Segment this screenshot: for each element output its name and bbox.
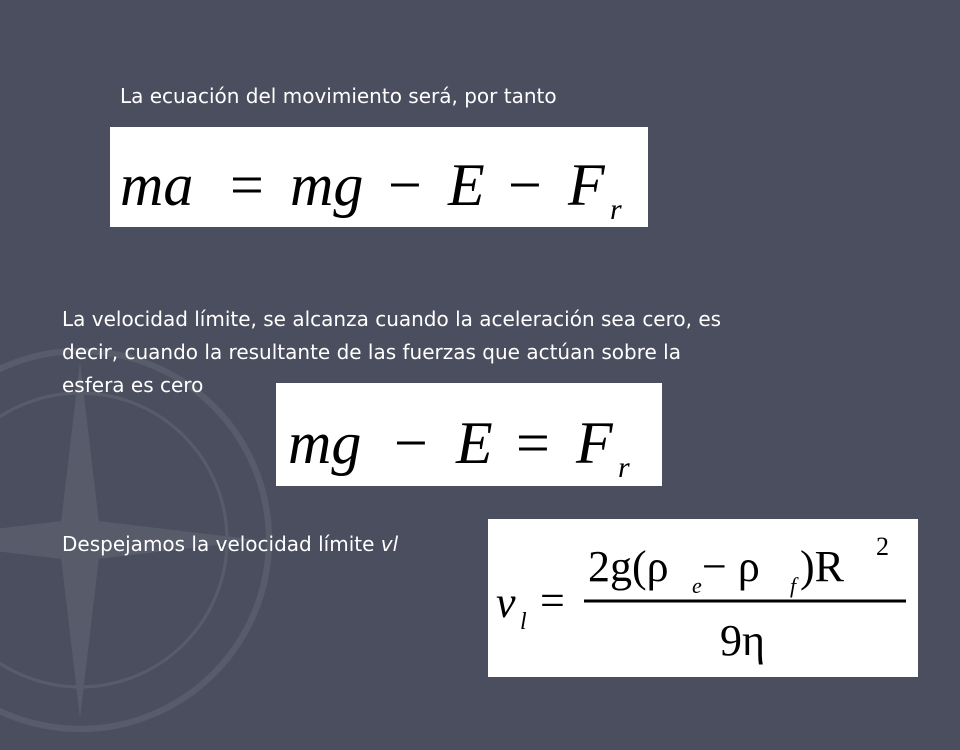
limit-equation (276, 383, 662, 486)
term-e: E (448, 152, 485, 218)
solve-text (62, 530, 398, 559)
term-v: v (496, 578, 516, 627)
velocity-equation (488, 519, 918, 677)
exponent-2: 2 (876, 532, 889, 561)
intro-text: La ecuación del movimiento será, por tanto (120, 84, 557, 108)
solve-text-label: Despejamos la velocidad límite (62, 532, 381, 556)
limit-text-line2: decir, cuando la resultante de las fuerzas que actúan sobre la (62, 340, 681, 364)
numerator-start: 2g(ρ (588, 542, 669, 591)
numerator-end: )R (800, 542, 844, 591)
term-f: F (576, 410, 613, 476)
limit-text-line3: esfera es cero (62, 373, 204, 397)
subscript-l: l (520, 609, 527, 635)
subscript-r: r (610, 193, 622, 226)
subscript-f: f (790, 573, 797, 598)
limit-text-line1: La velocidad límite, se alcanza cuando la aceleración sea cero, es (62, 307, 722, 331)
equals-sign: = (230, 152, 264, 218)
term-e: E (456, 410, 493, 476)
minus-sign: − (388, 152, 422, 218)
equals-sign: = (540, 576, 565, 625)
numerator-minus: − ρ (702, 542, 760, 591)
subscript-r: r (618, 451, 630, 484)
term-mg: mg (290, 152, 364, 218)
motion-equation (110, 127, 648, 227)
equals-sign: = (516, 410, 550, 476)
term-mg: mg (288, 410, 362, 476)
term-ma: ma (120, 152, 194, 218)
term-f: F (568, 152, 605, 218)
subscript-e: e (692, 573, 702, 598)
minus-sign: − (508, 152, 542, 218)
velocity-variable: vl (380, 532, 399, 556)
denominator: 9η (720, 616, 766, 665)
minus-sign: − (394, 410, 428, 476)
